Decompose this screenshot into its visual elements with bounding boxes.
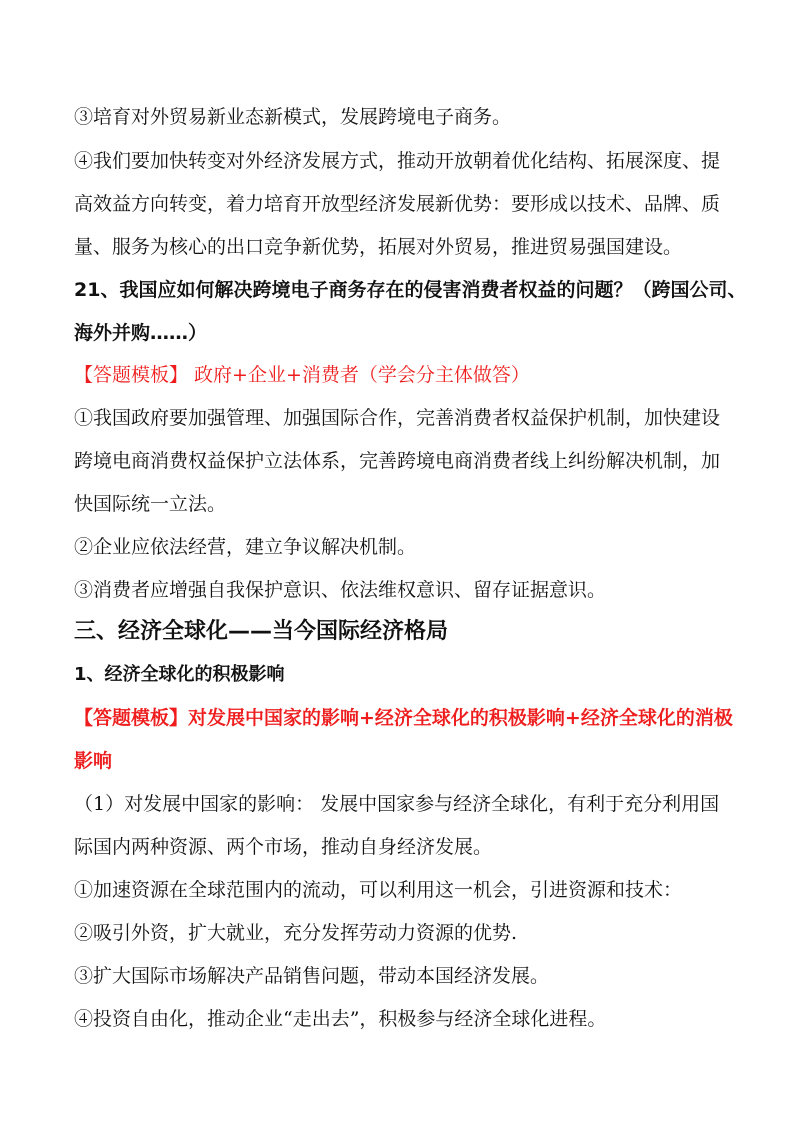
paragraph-line: （1）对发展中国家的影响： 发展中国家参与经济全球化，有利于充分利用国 <box>74 793 720 815</box>
answer-template-heading: 影响 <box>74 750 113 772</box>
subsection-heading: 1、经济全球化的积极影响 <box>74 664 285 685</box>
answer-template-heading: 【答题模板】对发展中国家的影响+经济全球化的积极影响+经济全球化的消极 <box>74 707 733 729</box>
list-item: ②吸引外资，扩大就业，充分发挥劳动力资源的优势. <box>74 922 518 944</box>
list-item: ③培育对外贸易新业态新模式，发展跨境电子商务。 <box>74 106 512 128</box>
list-item: ④我们要加快转变对外经济发展方式，推动开放朝着优化结构、拓展深度、提 <box>74 150 721 172</box>
list-item: ①我国政府要加强管理、加强国际合作，完善消费者权益保护机制，加快建设 <box>74 407 721 429</box>
paragraph-line: 际国内两种资源、两个市场，推动自身经济发展。 <box>74 836 493 858</box>
section-heading: 三、经济全球化——当今国际经济格局 <box>74 619 449 644</box>
question-heading: 21、我国应如何解决跨境电子商务存在的侵害消费者权益的问题？（跨国公司、 <box>74 279 747 301</box>
paragraph-line: 高效益方向转变，着力培育开放型经济发展新优势：要形成以技术、品牌、质 <box>74 193 721 215</box>
list-item: ②企业应依法经营，建立争议解决机制。 <box>74 536 417 558</box>
list-item: ③扩大国际市场解决产品销售问题，带动本国经济发展。 <box>74 965 550 987</box>
list-item: ④投资自由化，推动企业“走出去”，积极参与经济全球化进程。 <box>74 1008 607 1030</box>
list-item: ③消费者应增强自我保护意识、依法维权意识、留存证据意识。 <box>74 579 607 601</box>
answer-template-label: 【答题模板】 政府+企业+消费者（学会分主体做答） <box>74 364 530 386</box>
paragraph-line: 跨境电商消费权益保护立法体系，完善跨境电商消费者线上纠纷解决机制，加 <box>74 450 721 472</box>
list-item: ①加速资源在全球范围内的流动，可以利用这一机会，引进资源和技术： <box>74 879 683 901</box>
question-heading: 海外并购……） <box>74 322 208 344</box>
paragraph-line: 快国际统一立法。 <box>74 493 227 515</box>
paragraph-line: 量、服务为核心的出口竞争新优势，拓展对外贸易，推进贸易强国建设。 <box>74 236 683 258</box>
